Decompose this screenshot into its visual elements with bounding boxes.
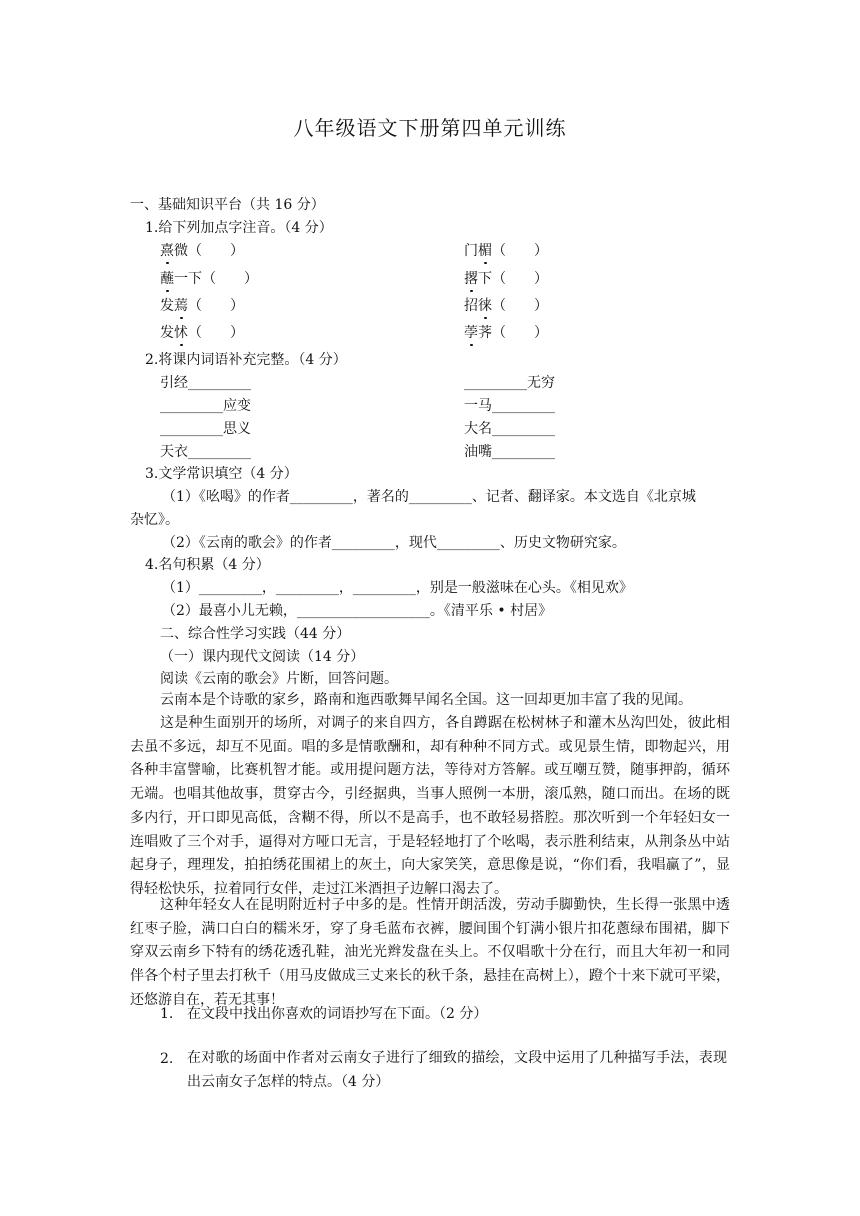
passage-paragraph: 云南本是个诗歌的家乡，路南和迤西歌舞早闻名全国。这一回却更加丰富了我的见闻。 — [160, 692, 692, 708]
pinyin-item: 蘸一下（ ） — [160, 271, 258, 287]
question-number: 1. — [160, 1006, 174, 1022]
pinyin-item: 荸荠（ ） — [464, 325, 548, 341]
dotted-char: 怵 — [174, 325, 188, 341]
pinyin-item: 撂下（ ） — [464, 271, 548, 287]
fill-blank-item: 引经_________ — [160, 375, 251, 391]
fill-blank-item: 天衣_________ — [160, 444, 251, 460]
dotted-char: 蔫 — [174, 298, 188, 314]
dotted-char: 撂 — [464, 271, 478, 287]
dotted-char: 熹 — [160, 243, 174, 259]
q4-line2: （2）最喜小儿无赖，___________________。《清平乐 • 村居》 — [162, 603, 553, 619]
q4-title: 4.名句积累（4 分） — [145, 557, 270, 573]
q3-line1-cont: 杂忆》。 — [130, 512, 179, 528]
fill-blank-item: _________思义 — [160, 421, 251, 437]
pinyin-item: 门楣（ ） — [464, 243, 548, 259]
pinyin-item: 熹微（ ） — [160, 243, 244, 259]
fill-blank-item: 一马_________ — [464, 398, 555, 414]
question-text: 在对歌的场面中作者对云南女子进行了细致的描绘，文段中运用了几种描写手法，表现出云南女子怎样的特点。（4 分） — [187, 1050, 727, 1090]
pinyin-item: 发怵（ ） — [160, 325, 244, 341]
fill-blank-item: _________应变 — [160, 398, 251, 414]
page-title: 八年级语文下册第四单元训练 — [293, 116, 567, 140]
passage-paragraph: 这种年轻女人在昆明附近村子中多的是。性情开朗活泼，劳动手脚勤快，生长得一张黑中透红枣子脸，满口白白的糯米牙，穿了身毛蓝布衣裤，腰间围个钉满小银片扣花蔥绿布围裙，脚下穿双云南乡下特有的绣花透孔鞋，油光光辫发盘在头上。不仅唱歌十分在行，而且大年初一和同伴各个村子里去打秋千（用马皮做成三丈来长的秋千条，悬挂在高树上），蹬个十来下就可平梁，还悠游自在，若无其事！ — [130, 897, 730, 1008]
pinyin-item: 招徕（ ） — [464, 298, 548, 314]
section2-sub: （一）课内现代文阅读（14 分） — [160, 649, 365, 665]
pinyin-item: 发蔫（ ） — [160, 298, 244, 314]
fill-blank-item: _________无穷 — [464, 375, 555, 391]
section1-heading: 一、基础知识平台（共 16 分） — [130, 197, 325, 213]
fill-blank-item: 油嘴_________ — [464, 444, 555, 460]
section2-heading: 二、综合性学习实践（44 分） — [160, 626, 351, 642]
q4-line1: （1）_________，_________，_________，别是一般滋味在心头。《相见欢》 — [162, 580, 633, 596]
q3-line2: （2）《云南的歌会》的作者_________，现代_________、历史文物研究家。 — [162, 535, 626, 551]
dotted-char: 徕 — [478, 298, 492, 314]
q2-title: 2.将课内词语补充完整。（4 分） — [145, 352, 347, 368]
dotted-char: 荸 — [464, 325, 478, 341]
passage-paragraph: 这是种生面别开的场所，对调子的来自四方，各自蹲踞在松树林子和灌木丛沟凹处，彼此相去虽不多远，却互不见面。唱的多是情歌酬和，却有种种不同方式。或见景生情，即物起兴，用各种丰富譬喻，比赛机智才能。或用提问题方法，等待对方答解。或互嘲互赞，随事押韵，循环无端。也唱其他故事，贯穿古今，引经据典，当事人照例一本册，滚瓜熟，随口而出。在场的既多内行，开口即见高低，含糊不得，所以不是高手，也不敢轻易搭腔。那次听到一个年轻妇女一连唱败了三个对手，逼得对方哑口无言，于是轻轻地打了个吆喝，表示胜利结束，从荆条丛中站起身子，理理发，拍拍绣花围裙上的灰土，向大家笑笑，意思像是说，“你们看，我唱赢了”，显得轻松快乐，拉着同行女伴，走过江米酒担子边解口渴去了。 — [130, 715, 730, 897]
dotted-char: 蘸 — [160, 271, 174, 287]
dotted-char: 楣 — [478, 243, 492, 259]
reading-intro: 阅读《云南的歌会》片断，回答问题。 — [160, 671, 398, 687]
q1-title: 1.给下列加点字注音。（4 分） — [145, 220, 333, 236]
q3-line1: （1）《吆喝》的作者_________，著名的_________、记者、翻译家。本文选自《北京城 — [162, 489, 696, 505]
question-number: 2. — [160, 1051, 174, 1067]
question-text: 在文段中找出你喜欢的词语抄写在下面。（2 分） — [187, 1006, 488, 1022]
fill-blank-item: 大名_________ — [464, 421, 555, 437]
q3-title: 3.文学常识填空（4 分） — [145, 466, 298, 482]
